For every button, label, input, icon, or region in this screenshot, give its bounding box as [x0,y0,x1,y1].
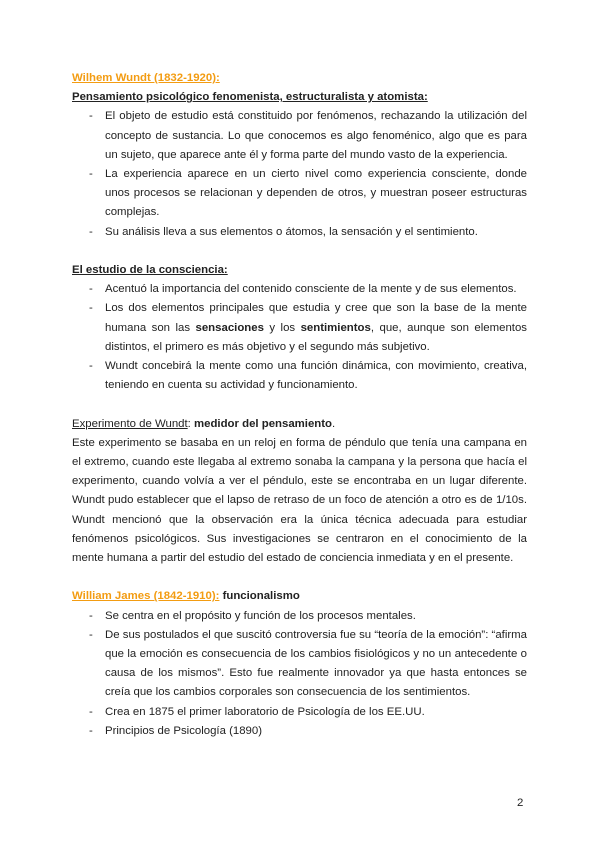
bullet-text: , que, aunque son elementos distintos, el primero es más objetivo y el segundo más subjetivo. [105,321,527,353]
list-item: - La experiencia aparece en un cierto nivel como experiencia consciente, donde unos procesos se relacionan y dependen de otros, y muestran poseer estructuras complejas. [72,165,527,223]
list-item: - Crea en 1875 el primer laboratorio de Psicología de los EE.UU. [72,703,527,722]
list-item: - Principios de Psicología (1890) [72,722,527,741]
list-item: - Acentuó la importancia del contenido consciente de la mente y de sus elementos. [72,280,527,299]
colon: : [187,417,195,430]
list-item [72,299,527,357]
list-item: - Wundt concebirá la mente como una función dinámica, con movimiento, creativa, teniendo en cuenta su actividad y funcionamiento. [72,357,527,395]
list-item: - El objeto de estudio está constituido por fenómenos, rechazando la utilización del concepto de sustancia. Lo que conocemos es algo fenoménico, algo que es para un sujeto, que aparece ante él y forma parte del mundo vasto de la experiencia. [72,107,527,165]
bold-term-sentimientos: sentimientos [300,321,371,334]
james-bullet-list [72,607,527,741]
page-content [72,69,527,741]
experimento-heading [72,415,527,434]
period: . [332,417,336,430]
wundt-bullet-list [72,107,527,241]
james-heading-line [72,587,527,606]
james-heading: William James (1842-1910): [72,590,220,603]
wundt-subheading: Pensamiento psicológico fenomenista, estructuralista y atomista: [72,91,428,104]
james-subheading: funcionalismo [219,590,300,603]
bullet-text: y los [263,321,301,334]
experimento-paragraph: Este experimento se basaba en un reloj en forma de péndulo que tenía una campana en el extremo, cuando este llegaba al extremo sonaba la campana y la persona que hacía el experimento, cuando volvía a ver el péndulo, este se encontraba en un lugar diferente. Wundt pudo establecer que el lapso de retraso de un foco de atención a otro es de 1/10s. Wundt mencionó que la observación era la única técnica adecuada para estudiar fenómenos psicológicos. Sus investigaciones se centraron en el conocimiento de la mente humana a partir del estudio del estado de conciencia inmediata y en el presente. [72,436,527,565]
page-number: 2 [517,797,524,809]
experimento-bold: medidor del pensamiento [194,417,332,430]
list-item: - Se centra en el propósito y función de los procesos mentales. [72,607,527,626]
list-item: - Su análisis lleva a sus elementos o átomos, la sensación y el sentimiento. [72,223,527,242]
consciencia-bullet-list [72,280,527,395]
list-item: - De sus postulados el que suscitó controversia fue su “teoría de la emoción”: “afirma que la emoción es consecuencia de los cambios fisiológicos y no un antecedente o causa de los mismos”. Esto fue realmente innovador ya que hasta entonces se creía que los cambios corporales son consecuencia de los sentimientos. [72,626,527,703]
consciencia-heading: El estudio de la consciencia: [72,264,228,277]
bold-term-sensaciones: sensaciones [195,321,264,334]
wundt-heading: Wilhem Wundt (1832-1920): [72,72,220,84]
bullet-text: Los dos elementos principales que estudia y cree que son la base de la mente humana son las [105,302,527,334]
experimento-label: Experimento de Wundt [72,417,188,430]
